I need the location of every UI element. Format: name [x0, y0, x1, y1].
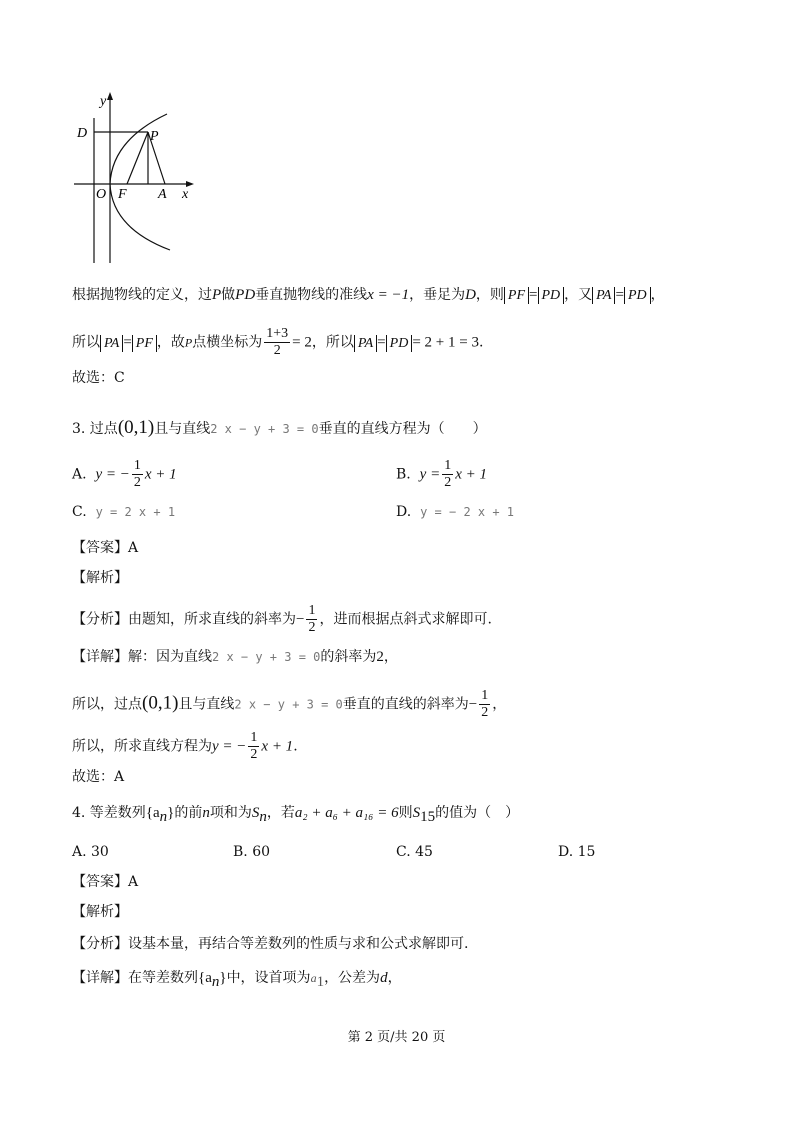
sol2-line1: 根据抛物线的定义，过P做PD垂直抛物线的准线x = −1，垂足为D，则 PF = PD ，又 PA = PD ，: [72, 287, 665, 303]
q3-option-c: C. y = 2 x + 1: [72, 504, 176, 520]
label-O: O: [96, 187, 107, 202]
q3-answer: 【答案】A: [72, 540, 139, 556]
q4-option-b: B. 60: [233, 844, 271, 860]
q3-stem: 3. 过点(0,1)且与直线2 x − y + 3 = 0垂直的直线方程为（ ）: [72, 417, 487, 438]
q4-answer: 【答案】A: [72, 874, 139, 890]
label-y: y: [100, 94, 107, 109]
label-F: F: [118, 187, 127, 202]
q4-option-a: A. 30: [72, 844, 109, 860]
q3-fenxi: 【分析】由题知，所求直线的斜率为− $\frac{1}{2}$ ，进而根据点斜式求解即可.: [72, 603, 492, 635]
sol2-answer: 故选：C: [72, 370, 125, 386]
label-x: x: [182, 187, 189, 202]
q4-option-c: C. 45: [396, 844, 433, 860]
q3-option-a: A. y = − $\frac{1}{2}$ x + 1: [72, 458, 177, 490]
q3-final: 故选：A: [72, 769, 125, 785]
q3-option-d: D. y = − 2 x + 1: [396, 504, 515, 520]
q3-step2: 所以，过点(0,1)且与直线2 x − y + 3 = 0垂直的直线的斜率为− $\frac{1}{2}$ ，: [72, 688, 507, 720]
q3-jiexi: 【解析】: [72, 570, 128, 586]
q4-stem: 4. 等差数列$\{a_n\}$的前n项和为$S_n$，若a₂ + a₆ + a₁₆ = 6则$S_{15}$的值为（ ）: [72, 805, 520, 825]
label-D: D: [77, 126, 88, 141]
parabola-figure: [72, 88, 202, 268]
q3-step3: 所以，所求直线方程为y = − $\frac{1}{2}$ x + 1.: [72, 730, 298, 762]
label-P: P: [150, 129, 159, 144]
q4-xiangjie: 【详解】在等差数列$\{a_n\}$中，设首项为$a_1$，公差为d，: [72, 970, 402, 990]
q4-jiexi: 【解析】: [72, 904, 128, 920]
q3-xiangjie: 【详解】解：因为直线2 x − y + 3 = 0的斜率为2，: [72, 649, 398, 665]
page-footer: 第 2 页/共 20 页: [347, 1030, 446, 1045]
q3-option-b: B. y = $\frac{1}{2}$ x + 1: [396, 458, 487, 490]
sol2-line2: 所以 PA = PF ，故P点横坐标为 $\frac{1+3}{2}$ = 2，所以 PA = PD = 2 + 1 = 3.: [72, 326, 484, 358]
q4-option-d: D. 15: [558, 844, 596, 860]
label-A: A: [158, 187, 167, 202]
q4-fenxi: 【分析】设基本量，再结合等差数列的性质与求和公式求解即可.: [72, 936, 469, 952]
